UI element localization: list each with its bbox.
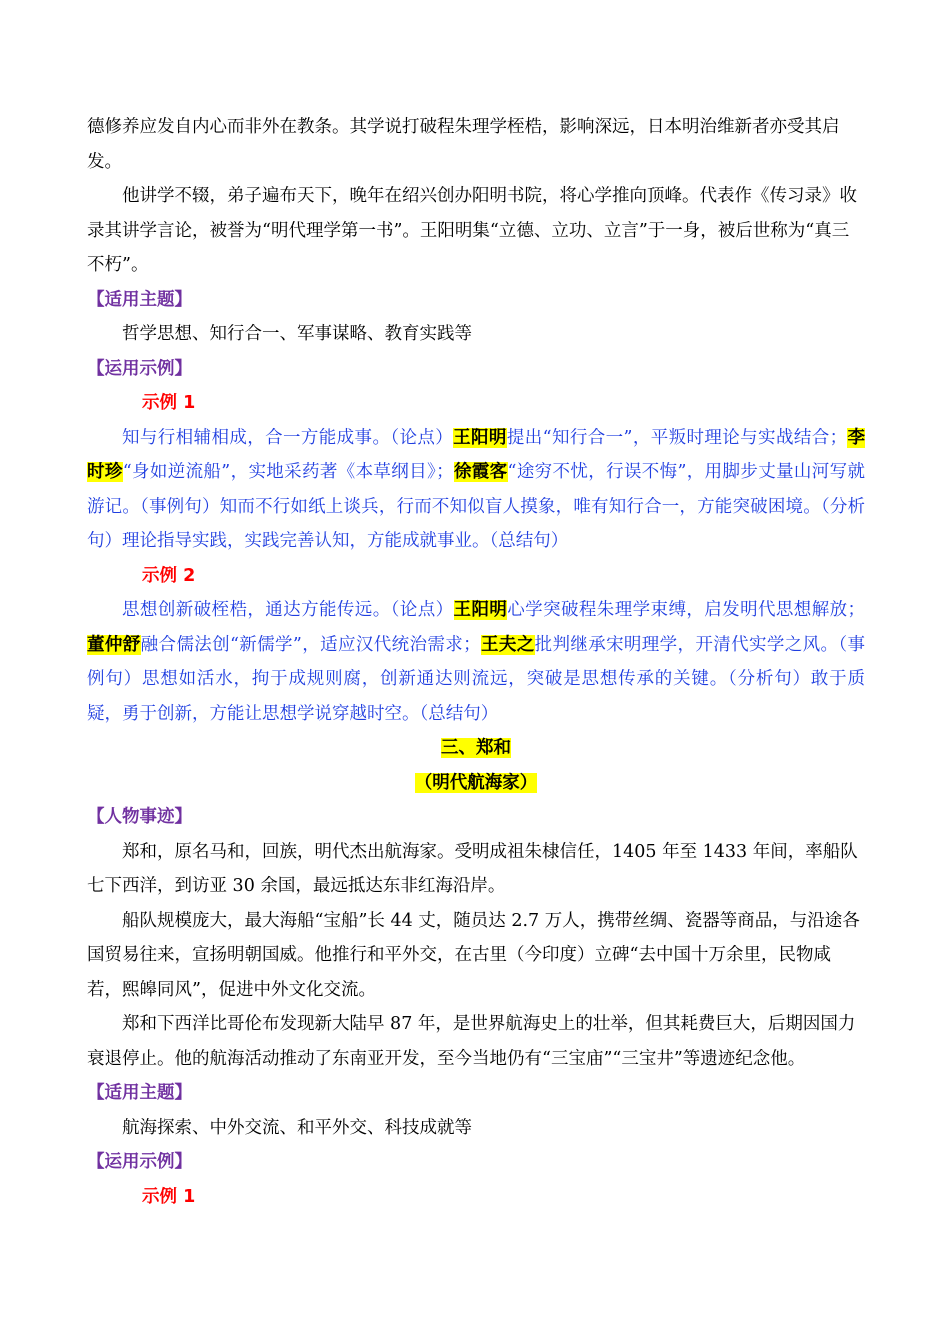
- example-2-label: 示例 2: [142, 565, 196, 586]
- example-text: 心学突破程朱理学束缚，启发明代思想解放；: [507, 600, 866, 620]
- section-title-text: 三、郑和: [441, 738, 511, 758]
- themes-header-2: 【适用主题】: [87, 1083, 192, 1103]
- examples-header: 【运用示例】: [87, 358, 192, 379]
- example-text: “途穷不忧，行误不悔”，用脚步丈量山河写就游记。（事例句）知而不行如纸上谈兵，行而不知似盲人摸象，唯有知行合一，方能突破困境。（分析句）理论指导实践，实践完善认知，方能成就事业。（总结句）: [87, 462, 865, 551]
- examples-header-2: 【运用示例】: [87, 1152, 192, 1172]
- deeds-paragraph-1: 郑和，原名马和，回族，明代杰出航海家。受明成祖朱棣信任，1405 年至 1433 年间，率船队七下西洋，到访亚 30 余国，最远抵达东非红海沿岸。: [87, 841, 858, 896]
- document-page: [87, 110, 865, 1214]
- example-1-thesis: 知与行相辅相成，合一方能成事。: [122, 427, 391, 448]
- example-2-thesis: 思想创新破桎梏，通达方能传远。: [122, 600, 391, 620]
- highlight-name: 徐霞客: [453, 462, 508, 482]
- intro-paragraph-1: 德修养应发自内心而非外在教条。其学说打破程朱理学桎梏，影响深远，日本明治维新者亦受其启发。: [87, 117, 840, 172]
- example-text: 融合儒法创“新儒学”，适应汉代统治需求；: [140, 634, 481, 655]
- section-subtitle-text: （明代航海家）: [414, 772, 538, 793]
- example-1-label: 示例 1: [142, 393, 196, 413]
- example-1-paragraph: [87, 421, 865, 559]
- highlight-name: 王夫之: [480, 634, 535, 655]
- example-2-thesis-tag: （论点）: [390, 600, 454, 620]
- deeds-paragraph-2: 船队规模庞大，最大海船“宝船”长 44 丈，随员达 2.7 万人，携带丝绸、瓷器等商品，与沿途各国贸易往来，宣扬明朝国威。他推行和平外交，在古里（今印度）立碑“去中国十万余里，民物咸若，熙皞同风”，促进中外文化交流。: [87, 910, 860, 1000]
- themes-text: 哲学思想、知行合一、军事谋略、教育实践等: [122, 324, 472, 344]
- highlight-name: 李时珍: [87, 427, 866, 482]
- themes-header: 【适用主题】: [87, 289, 192, 310]
- intro-paragraph-2: 他讲学不辍，弟子遍布天下，晚年在绍兴创办阳明书院，将心学推向顶峰。代表作《传习录》收录其讲学言论，被誉为“明代理学第一书”。王阳明集“立德、立功、立言”于一身，被后世称为“真三不朽”。: [87, 186, 857, 275]
- example-1-label-2: 示例 1: [142, 1186, 196, 1207]
- highlight-name: 王阳明: [453, 427, 507, 448]
- example-1-thesis-tag: （论点）: [390, 427, 454, 448]
- example-text: “身如逆流船”，实地采药著《本草纲目》；: [122, 462, 454, 482]
- highlight-name: 董仲舒: [87, 634, 141, 655]
- themes-text-2: 航海探索、中外交流、和平外交、科技成就等: [122, 1117, 472, 1138]
- section-subtitle: [87, 766, 865, 801]
- example-text: 批判继承宋明理学，开清代实学之风。（事例句）思想如活水，拘于成规则腐，创新通达则流远，突破是思想传承的关键。（分析句）敢于质疑，勇于创新，方能让思想学说穿越时空。（总结句）: [87, 634, 866, 724]
- example-text: 提出“知行合一”，平叛时理论与实战结合；: [506, 427, 848, 448]
- example-2-paragraph: [87, 593, 865, 731]
- highlight-name: 王阳明: [453, 600, 508, 620]
- deeds-header: 【人物事迹】: [87, 807, 192, 827]
- deeds-paragraph-3: 郑和下西洋比哥伦布发现新大陆早 87 年，是世界航海史上的壮举，但其耗费巨大，后期因国力衰退停止。他的航海活动推动了东南亚开发，至今当地仍有“三宝庙”“三宝井”等遗迹纪念他。: [87, 1014, 856, 1069]
- section-title: [87, 731, 865, 766]
